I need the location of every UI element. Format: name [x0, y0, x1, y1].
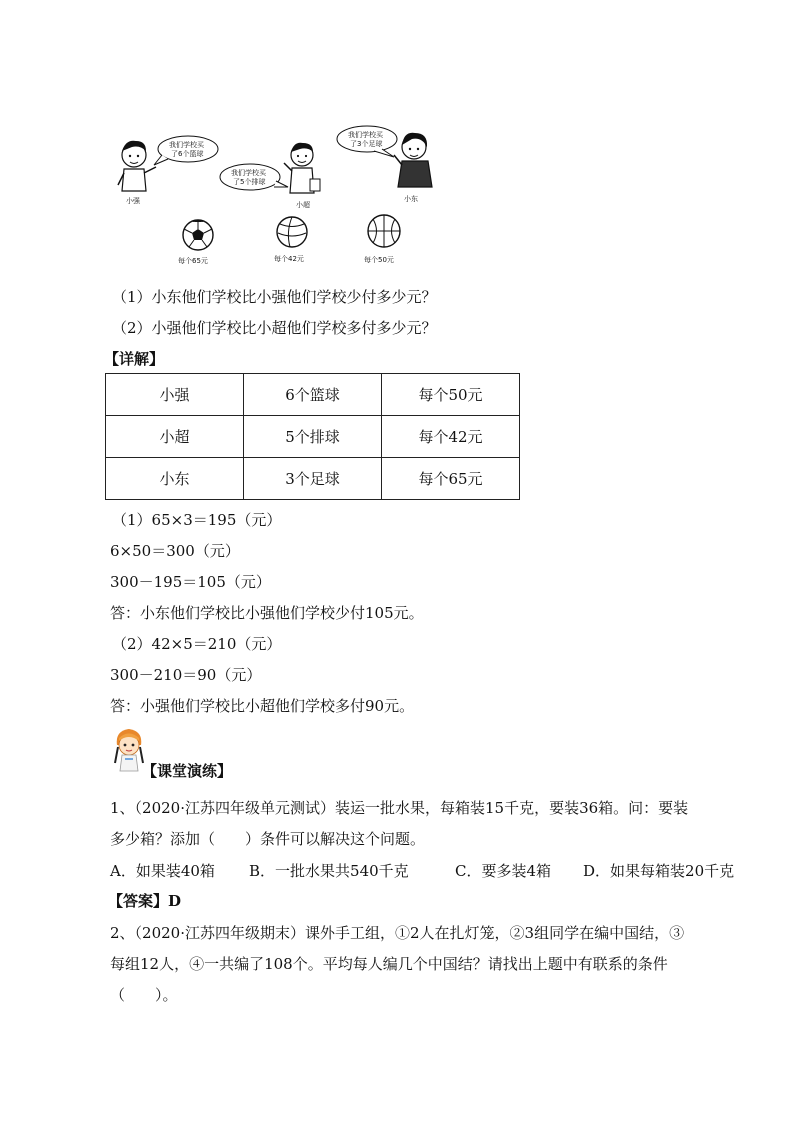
- question-2: （2）小强他们学校比小超他们学校多付多少元？: [112, 319, 437, 337]
- name-xiaodong: 小东: [404, 195, 418, 203]
- table-cell: 每个42元: [382, 416, 520, 458]
- question-1: （1）小东他们学校比小强他们学校少付多少元？: [112, 288, 437, 306]
- solution-line-1: （1）65×3＝195（元）: [112, 511, 282, 529]
- table-cell: 小东: [106, 458, 244, 500]
- word-problem-illustration: [112, 125, 447, 270]
- table-cell: 小强: [106, 374, 244, 416]
- svg-text:了3个足球: 了3个足球: [350, 140, 383, 148]
- soccer-ball-icon: [183, 220, 213, 250]
- problem1-line-1: 1、（2020·江苏四年级单元测试）装运一批水果，每箱装15千克，要装36箱。问：要装: [110, 799, 689, 817]
- option-d: D．如果每箱装20千克: [583, 862, 735, 880]
- problem2-line-3: （ ）。: [110, 986, 178, 1004]
- name-xiaochao: 小超: [296, 201, 310, 209]
- table-row: [106, 458, 520, 500]
- table-cell: 每个50元: [382, 374, 520, 416]
- mascot-girl-icon: [113, 725, 145, 775]
- option-c: C．要多装4箱: [455, 862, 552, 880]
- table-cell: 5个排球: [244, 416, 382, 458]
- answer-2: 答：小强他们学校比小超他们学校多付90元。: [110, 697, 415, 715]
- price-soccer: 每个65元: [178, 257, 208, 265]
- solution-line-5: （2）42×5＝210（元）: [112, 635, 282, 653]
- table-row: [106, 374, 520, 416]
- table-cell: 3个足球: [244, 458, 382, 500]
- table-row: [106, 416, 520, 458]
- speech-bubble-2: [220, 164, 288, 190]
- boy-xiaochao-figure: [284, 143, 320, 193]
- price-volleyball: 每个42元: [274, 255, 304, 263]
- svg-text:了5个排球: 了5个排球: [233, 178, 266, 186]
- table-cell: 6个篮球: [244, 374, 382, 416]
- boy-xiaoqiang-figure: [118, 141, 156, 191]
- table-cell: 每个65元: [382, 458, 520, 500]
- practice-heading: 【课堂演练】: [142, 762, 233, 780]
- svg-text:我们学校买: 我们学校买: [231, 169, 266, 177]
- boy-xiaodong-figure: [394, 133, 432, 187]
- answer-label: 【答案】D: [108, 892, 182, 910]
- price-basketball: 每个50元: [364, 256, 394, 264]
- solution-line-2: 6×50＝300（元）: [110, 542, 240, 560]
- option-a: A．如果装40箱: [110, 862, 215, 880]
- problem2-line-2: 每组12人，④一共编了108个。平均每人编几个中国结？请找出上题中有联系的条件: [110, 955, 668, 973]
- answer-1: 答：小东他们学校比小强他们学校少付105元。: [110, 604, 424, 622]
- svg-text:了6个篮球: 了6个篮球: [171, 150, 204, 158]
- name-xiaoqiang: 小强: [126, 197, 140, 205]
- svg-text:我们学校买: 我们学校买: [348, 131, 383, 139]
- purchase-table: [105, 373, 520, 500]
- volleyball-icon: [277, 217, 307, 247]
- solution-line-6: 300－210＝90（元）: [110, 666, 262, 684]
- problem1-line-2: 多少箱？添加（ ）条件可以解决这个问题。: [110, 830, 426, 848]
- svg-text:我们学校买: 我们学校买: [169, 141, 204, 149]
- table-cell: 小超: [106, 416, 244, 458]
- solution-line-3: 300－195＝105（元）: [110, 573, 271, 591]
- speech-bubble-1: [154, 136, 218, 165]
- basketball-icon: [368, 215, 400, 247]
- detail-label: 【详解】: [104, 350, 165, 368]
- speech-bubble-3: [337, 126, 397, 157]
- option-b: B．一批水果共540千克: [249, 862, 409, 880]
- problem2-line-1: 2、（2020·江苏四年级期末）课外手工组，①2人在扎灯笼，②3组同学在编中国结，③: [110, 924, 685, 942]
